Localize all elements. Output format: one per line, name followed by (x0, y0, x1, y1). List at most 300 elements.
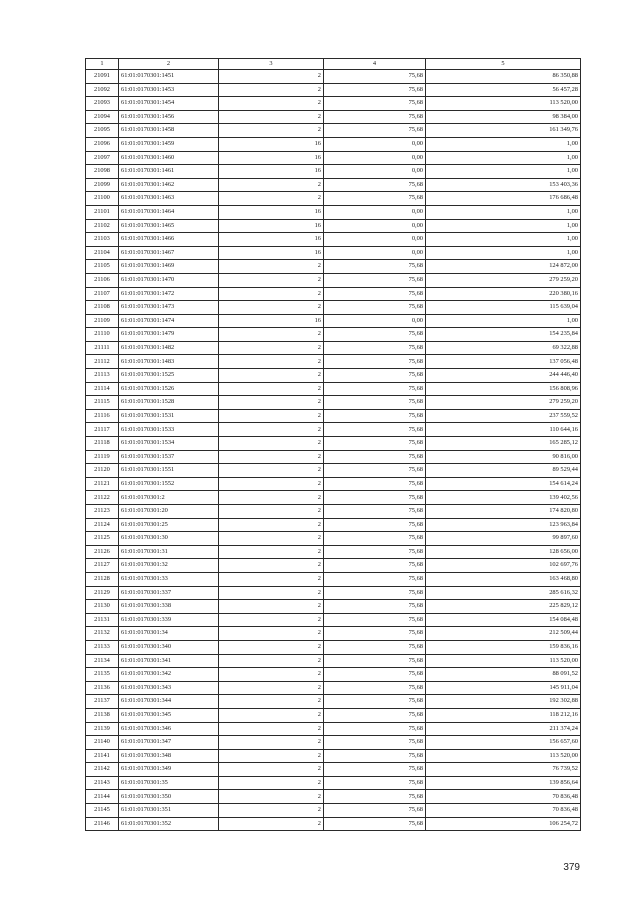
table-row (86, 83, 581, 97)
code-cell: 2 (219, 192, 324, 206)
rate-cell: 0,00 (324, 314, 426, 328)
cadastral-number-cell: 61:01:0170301:1537 (119, 450, 219, 464)
rate-cell: 75,68 (324, 749, 426, 763)
cadastral-number-cell: 61:01:0170301:1526 (119, 382, 219, 396)
cadastral-number-cell: 61:01:0170301:35 (119, 776, 219, 790)
code-cell: 2 (219, 409, 324, 423)
cadastral-number-cell: 61:01:0170301:347 (119, 736, 219, 750)
value-cell: 98 384,00 (426, 110, 581, 124)
table-row (86, 273, 581, 287)
value-cell: 279 259,20 (426, 396, 581, 410)
cadastral-number-cell: 61:01:0170301:33 (119, 572, 219, 586)
table-row (86, 817, 581, 831)
value-cell: 110 644,16 (426, 423, 581, 437)
code-cell: 2 (219, 464, 324, 478)
code-cell: 2 (219, 97, 324, 111)
cadastral-number-cell: 61:01:0170301:1470 (119, 273, 219, 287)
table-row (86, 545, 581, 559)
code-cell: 16 (219, 151, 324, 165)
table-row (86, 205, 581, 219)
rate-cell: 75,68 (324, 627, 426, 641)
code-cell: 2 (219, 450, 324, 464)
code-cell: 2 (219, 708, 324, 722)
value-cell: 76 739,52 (426, 763, 581, 777)
table-row (86, 668, 581, 682)
value-cell: 86 350,88 (426, 70, 581, 84)
table-row (86, 341, 581, 355)
cadastral-number-cell: 61:01:0170301:339 (119, 613, 219, 627)
row-number-cell: 21126 (86, 545, 119, 559)
table-row (86, 491, 581, 505)
cadastral-number-cell: 61:01:0170301:1459 (119, 137, 219, 151)
value-cell: 139 402,56 (426, 491, 581, 505)
value-cell: 102 697,76 (426, 559, 581, 573)
register-table (85, 58, 581, 831)
rate-cell: 75,68 (324, 464, 426, 478)
table-row (86, 627, 581, 641)
table-row (86, 124, 581, 138)
code-cell: 2 (219, 654, 324, 668)
row-number-cell: 21096 (86, 137, 119, 151)
rate-cell: 75,68 (324, 491, 426, 505)
table-row (86, 97, 581, 111)
rate-cell: 75,68 (324, 790, 426, 804)
row-number-cell: 21109 (86, 314, 119, 328)
rate-cell: 75,68 (324, 396, 426, 410)
rate-cell: 75,68 (324, 178, 426, 192)
value-cell: 159 836,16 (426, 640, 581, 654)
table-row (86, 640, 581, 654)
rate-cell: 75,68 (324, 776, 426, 790)
rate-cell: 75,68 (324, 668, 426, 682)
code-cell: 2 (219, 627, 324, 641)
code-cell: 2 (219, 328, 324, 342)
code-cell: 2 (219, 545, 324, 559)
code-cell: 16 (219, 233, 324, 247)
code-cell: 2 (219, 532, 324, 546)
table-row (86, 70, 581, 84)
cadastral-number-cell: 61:01:0170301:1533 (119, 423, 219, 437)
code-cell: 2 (219, 695, 324, 709)
rate-cell: 75,68 (324, 83, 426, 97)
cadastral-number-cell: 61:01:0170301:340 (119, 640, 219, 654)
table-row (86, 192, 581, 206)
cadastral-number-cell: 61:01:0170301:341 (119, 654, 219, 668)
value-cell: 156 657,60 (426, 736, 581, 750)
value-cell: 153 403,36 (426, 178, 581, 192)
rate-cell: 75,68 (324, 640, 426, 654)
cadastral-number-cell: 61:01:0170301:1473 (119, 301, 219, 315)
table-row (86, 804, 581, 818)
value-cell: 156 808,96 (426, 382, 581, 396)
row-number-cell: 21137 (86, 695, 119, 709)
cadastral-number-cell: 61:01:0170301:20 (119, 505, 219, 519)
code-cell: 16 (219, 165, 324, 179)
value-cell: 174 820,80 (426, 505, 581, 519)
rate-cell: 0,00 (324, 137, 426, 151)
cadastral-number-cell: 61:01:0170301:1525 (119, 369, 219, 383)
rate-cell: 75,68 (324, 409, 426, 423)
column-header-3: 3 (219, 59, 324, 70)
code-cell: 2 (219, 681, 324, 695)
value-cell: 154 614,24 (426, 477, 581, 491)
rate-cell: 75,68 (324, 505, 426, 519)
rate-cell: 75,68 (324, 559, 426, 573)
value-cell: 285 616,32 (426, 586, 581, 600)
row-number-cell: 21108 (86, 301, 119, 315)
row-number-cell: 21139 (86, 722, 119, 736)
value-cell: 1,00 (426, 165, 581, 179)
value-cell: 106 254,72 (426, 817, 581, 831)
code-cell: 16 (219, 137, 324, 151)
rate-cell: 0,00 (324, 205, 426, 219)
table-row (86, 151, 581, 165)
rate-cell: 75,68 (324, 722, 426, 736)
table-row (86, 600, 581, 614)
row-number-cell: 21142 (86, 763, 119, 777)
table-row (86, 382, 581, 396)
column-header-2: 2 (119, 59, 219, 70)
cadastral-number-cell: 61:01:0170301:1479 (119, 328, 219, 342)
rate-cell: 75,68 (324, 369, 426, 383)
table-row (86, 233, 581, 247)
table-row (86, 586, 581, 600)
cadastral-number-cell: 61:01:0170301:1482 (119, 341, 219, 355)
page-number: 379 (563, 862, 580, 873)
rate-cell: 75,68 (324, 477, 426, 491)
code-cell: 2 (219, 124, 324, 138)
rate-cell: 75,68 (324, 341, 426, 355)
code-cell: 2 (219, 736, 324, 750)
row-number-cell: 21106 (86, 273, 119, 287)
value-cell: 1,00 (426, 205, 581, 219)
value-cell: 124 872,00 (426, 260, 581, 274)
row-number-cell: 21132 (86, 627, 119, 641)
value-cell: 69 322,88 (426, 341, 581, 355)
table-row (86, 423, 581, 437)
value-cell: 1,00 (426, 233, 581, 247)
row-number-cell: 21129 (86, 586, 119, 600)
cadastral-number-cell: 61:01:0170301:1453 (119, 83, 219, 97)
value-cell: 145 911,04 (426, 681, 581, 695)
code-cell: 2 (219, 369, 324, 383)
row-number-cell: 21114 (86, 382, 119, 396)
code-cell: 2 (219, 613, 324, 627)
row-number-cell: 21104 (86, 246, 119, 260)
code-cell: 2 (219, 586, 324, 600)
rate-cell: 0,00 (324, 219, 426, 233)
row-number-cell: 21124 (86, 518, 119, 532)
table-row (86, 613, 581, 627)
rate-cell: 75,68 (324, 736, 426, 750)
row-number-cell: 21113 (86, 369, 119, 383)
cadastral-number-cell: 61:01:0170301:1462 (119, 178, 219, 192)
table-row (86, 219, 581, 233)
rate-cell: 75,68 (324, 328, 426, 342)
row-number-cell: 21110 (86, 328, 119, 342)
row-number-cell: 21134 (86, 654, 119, 668)
rate-cell: 0,00 (324, 246, 426, 260)
rate-cell: 0,00 (324, 165, 426, 179)
cadastral-number-cell: 61:01:0170301:1458 (119, 124, 219, 138)
row-number-cell: 21122 (86, 491, 119, 505)
row-number-cell: 21138 (86, 708, 119, 722)
value-cell: 139 856,64 (426, 776, 581, 790)
cadastral-number-cell: 61:01:0170301:352 (119, 817, 219, 831)
rate-cell: 75,68 (324, 804, 426, 818)
code-cell: 16 (219, 219, 324, 233)
table-row (86, 736, 581, 750)
cadastral-number-cell: 61:01:0170301:348 (119, 749, 219, 763)
table-row (86, 110, 581, 124)
cadastral-number-cell: 61:01:0170301:1467 (119, 246, 219, 260)
value-cell: 123 963,84 (426, 518, 581, 532)
value-cell: 212 509,44 (426, 627, 581, 641)
table-row (86, 722, 581, 736)
cadastral-number-cell: 61:01:0170301:343 (119, 681, 219, 695)
cadastral-number-cell: 61:01:0170301:1551 (119, 464, 219, 478)
row-number-cell: 21098 (86, 165, 119, 179)
rate-cell: 75,68 (324, 382, 426, 396)
row-number-cell: 21120 (86, 464, 119, 478)
cadastral-number-cell: 61:01:0170301:345 (119, 708, 219, 722)
value-cell: 56 457,28 (426, 83, 581, 97)
row-number-cell: 21105 (86, 260, 119, 274)
value-cell: 165 285,12 (426, 437, 581, 451)
table-row (86, 681, 581, 695)
table-row (86, 695, 581, 709)
row-number-cell: 21091 (86, 70, 119, 84)
code-cell: 2 (219, 110, 324, 124)
value-cell: 1,00 (426, 246, 581, 260)
value-cell: 113 520,00 (426, 654, 581, 668)
value-cell: 128 656,00 (426, 545, 581, 559)
value-cell: 113 520,00 (426, 97, 581, 111)
cadastral-number-cell: 61:01:0170301:34 (119, 627, 219, 641)
row-number-cell: 21094 (86, 110, 119, 124)
cadastral-number-cell: 61:01:0170301:1454 (119, 97, 219, 111)
cadastral-number-cell: 61:01:0170301:1474 (119, 314, 219, 328)
rate-cell: 75,68 (324, 654, 426, 668)
row-number-cell: 21119 (86, 450, 119, 464)
row-number-cell: 21100 (86, 192, 119, 206)
row-number-cell: 21135 (86, 668, 119, 682)
rate-cell: 75,68 (324, 355, 426, 369)
value-cell: 211 374,24 (426, 722, 581, 736)
table-row (86, 518, 581, 532)
cadastral-number-cell: 61:01:0170301:1469 (119, 260, 219, 274)
code-cell: 2 (219, 83, 324, 97)
code-cell: 2 (219, 817, 324, 831)
cadastral-number-cell: 61:01:0170301:1531 (119, 409, 219, 423)
cadastral-number-cell: 61:01:0170301:338 (119, 600, 219, 614)
table-row (86, 708, 581, 722)
value-cell: 161 349,76 (426, 124, 581, 138)
cadastral-number-cell: 61:01:0170301:351 (119, 804, 219, 818)
cadastral-number-cell: 61:01:0170301:1465 (119, 219, 219, 233)
value-cell: 70 836,48 (426, 804, 581, 818)
cadastral-number-cell: 61:01:0170301:1464 (119, 205, 219, 219)
value-cell: 237 559,52 (426, 409, 581, 423)
rate-cell: 75,68 (324, 287, 426, 301)
cadastral-number-cell: 61:01:0170301:350 (119, 790, 219, 804)
cadastral-number-cell: 61:01:0170301:342 (119, 668, 219, 682)
rate-cell: 75,68 (324, 572, 426, 586)
row-number-cell: 21111 (86, 341, 119, 355)
value-cell: 99 897,60 (426, 532, 581, 546)
cadastral-number-cell: 61:01:0170301:31 (119, 545, 219, 559)
rate-cell: 75,68 (324, 437, 426, 451)
row-number-cell: 21095 (86, 124, 119, 138)
code-cell: 2 (219, 477, 324, 491)
code-cell: 2 (219, 640, 324, 654)
rate-cell: 75,68 (324, 681, 426, 695)
value-cell: 1,00 (426, 314, 581, 328)
rate-cell: 75,68 (324, 532, 426, 546)
table-row (86, 464, 581, 478)
code-cell: 2 (219, 437, 324, 451)
code-cell: 2 (219, 491, 324, 505)
table-row (86, 246, 581, 260)
cadastral-number-cell: 61:01:0170301:1466 (119, 233, 219, 247)
value-cell: 89 529,44 (426, 464, 581, 478)
code-cell: 2 (219, 287, 324, 301)
row-number-cell: 21093 (86, 97, 119, 111)
code-cell: 2 (219, 668, 324, 682)
code-cell: 2 (219, 301, 324, 315)
value-cell: 225 829,12 (426, 600, 581, 614)
rate-cell: 75,68 (324, 70, 426, 84)
code-cell: 16 (219, 205, 324, 219)
cadastral-number-cell: 61:01:0170301:1472 (119, 287, 219, 301)
row-number-cell: 21144 (86, 790, 119, 804)
rate-cell: 75,68 (324, 817, 426, 831)
rate-cell: 75,68 (324, 518, 426, 532)
table-row (86, 477, 581, 491)
rate-cell: 0,00 (324, 151, 426, 165)
rate-cell: 75,68 (324, 97, 426, 111)
cadastral-number-cell: 61:01:0170301:1552 (119, 477, 219, 491)
cadastral-number-cell: 61:01:0170301:1528 (119, 396, 219, 410)
row-number-cell: 21130 (86, 600, 119, 614)
code-cell: 2 (219, 505, 324, 519)
row-number-cell: 21128 (86, 572, 119, 586)
code-cell: 16 (219, 314, 324, 328)
row-number-cell: 21123 (86, 505, 119, 519)
value-cell: 176 686,48 (426, 192, 581, 206)
row-number-cell: 21097 (86, 151, 119, 165)
cadastral-number-cell: 61:01:0170301:1534 (119, 437, 219, 451)
cadastral-number-cell: 61:01:0170301:1463 (119, 192, 219, 206)
table-row (86, 409, 581, 423)
row-number-cell: 21145 (86, 804, 119, 818)
cadastral-number-cell: 61:01:0170301:1461 (119, 165, 219, 179)
column-header-1: 1 (86, 59, 119, 70)
code-cell: 2 (219, 70, 324, 84)
column-header-4: 4 (324, 59, 426, 70)
table-header (86, 59, 581, 70)
cadastral-number-cell: 61:01:0170301:1460 (119, 151, 219, 165)
table-row (86, 287, 581, 301)
cadastral-number-cell: 61:01:0170301:346 (119, 722, 219, 736)
row-number-cell: 21101 (86, 205, 119, 219)
row-number-cell: 21117 (86, 423, 119, 437)
rate-cell: 75,68 (324, 708, 426, 722)
table-row (86, 763, 581, 777)
table-row (86, 369, 581, 383)
value-cell: 220 380,16 (426, 287, 581, 301)
code-cell: 2 (219, 423, 324, 437)
cadastral-number-cell: 61:01:0170301:1451 (119, 70, 219, 84)
value-cell: 137 056,48 (426, 355, 581, 369)
code-cell: 2 (219, 722, 324, 736)
column-header-5: 5 (426, 59, 581, 70)
table-row (86, 355, 581, 369)
value-cell: 192 302,88 (426, 695, 581, 709)
row-number-cell: 21146 (86, 817, 119, 831)
table-row (86, 260, 581, 274)
rate-cell: 75,68 (324, 273, 426, 287)
row-number-cell: 21140 (86, 736, 119, 750)
row-number-cell: 21103 (86, 233, 119, 247)
rate-cell: 75,68 (324, 545, 426, 559)
rate-cell: 75,68 (324, 695, 426, 709)
value-cell: 163 468,80 (426, 572, 581, 586)
rate-cell: 75,68 (324, 600, 426, 614)
table-row (86, 572, 581, 586)
value-cell: 88 091,52 (426, 668, 581, 682)
cadastral-number-cell: 61:01:0170301:349 (119, 763, 219, 777)
row-number-cell: 21102 (86, 219, 119, 233)
table-row (86, 532, 581, 546)
cadastral-number-cell: 61:01:0170301:32 (119, 559, 219, 573)
rate-cell: 75,68 (324, 450, 426, 464)
value-cell: 279 259,20 (426, 273, 581, 287)
row-number-cell: 21131 (86, 613, 119, 627)
code-cell: 2 (219, 355, 324, 369)
table-row (86, 654, 581, 668)
row-number-cell: 21118 (86, 437, 119, 451)
row-number-cell: 21112 (86, 355, 119, 369)
rate-cell: 75,68 (324, 423, 426, 437)
code-cell: 2 (219, 178, 324, 192)
table-body (86, 70, 581, 831)
row-number-cell: 21136 (86, 681, 119, 695)
table-row (86, 790, 581, 804)
value-cell: 154 235,84 (426, 328, 581, 342)
value-cell: 1,00 (426, 137, 581, 151)
rate-cell: 75,68 (324, 613, 426, 627)
cadastral-number-cell: 61:01:0170301:25 (119, 518, 219, 532)
rate-cell: 75,68 (324, 192, 426, 206)
row-number-cell: 21133 (86, 640, 119, 654)
code-cell: 16 (219, 246, 324, 260)
code-cell: 2 (219, 572, 324, 586)
row-number-cell: 21115 (86, 396, 119, 410)
rate-cell: 75,68 (324, 124, 426, 138)
value-cell: 154 084,48 (426, 613, 581, 627)
row-number-cell: 21127 (86, 559, 119, 573)
value-cell: 90 816,00 (426, 450, 581, 464)
cadastral-number-cell: 61:01:0170301:30 (119, 532, 219, 546)
row-number-cell: 21092 (86, 83, 119, 97)
code-cell: 2 (219, 559, 324, 573)
row-number-cell: 21143 (86, 776, 119, 790)
table-row (86, 559, 581, 573)
table-row (86, 178, 581, 192)
rate-cell: 75,68 (324, 260, 426, 274)
table-row (86, 396, 581, 410)
